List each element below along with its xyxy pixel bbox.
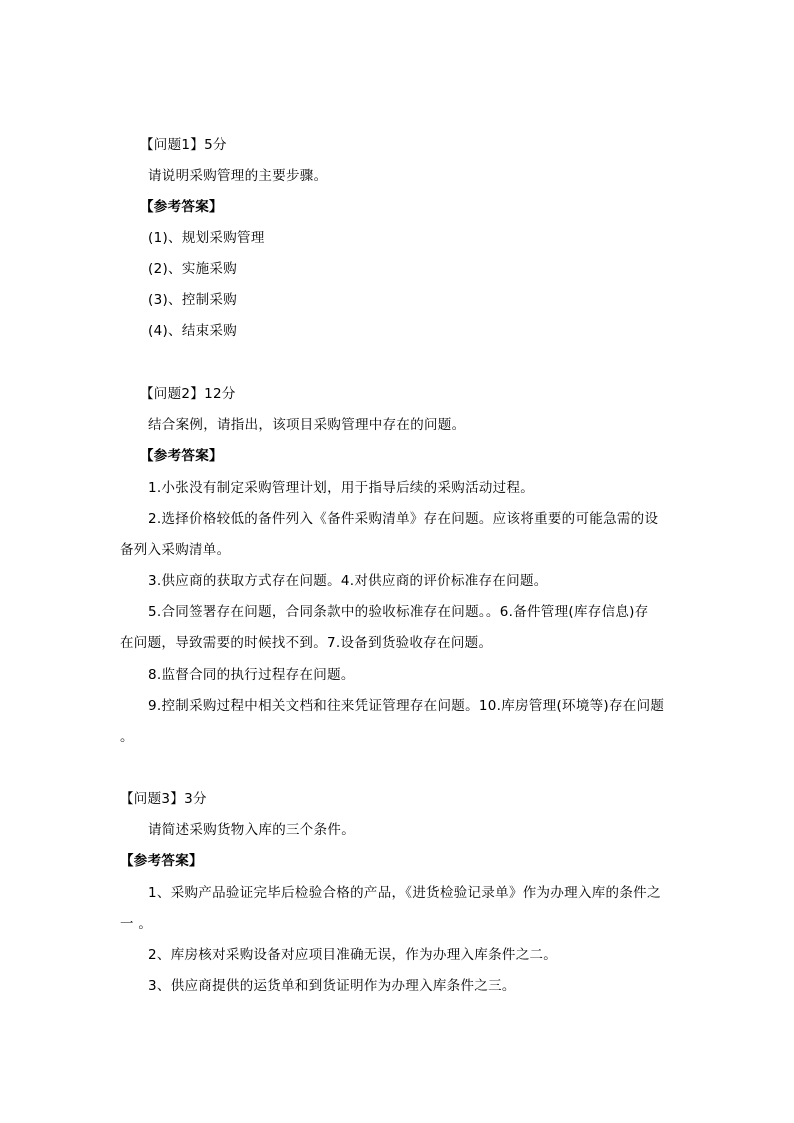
- q2-answer-line: 2.选择价格较低的备件列入《备件采购清单》存在问题。应该将重要的可能急需的设: [148, 511, 659, 527]
- q2-answer-line: 3.供应商的获取方式存在问题。4.对供应商的评价标准存在问题。: [148, 573, 548, 589]
- q3-question: 请简述采购货物入库的三个条件。: [148, 822, 355, 838]
- q2-question: 结合案例，请指出，该项目采购管理中存在的问题。: [148, 417, 466, 433]
- q3-answer-line: 一 。: [120, 916, 153, 932]
- q3-answer-label: 【参考答案】: [120, 853, 203, 869]
- q2-answer-line: 在问题，导致需要的时候找不到。7.设备到货验收存在问题。: [120, 635, 493, 651]
- q2-heading: 【问题2】12分: [140, 386, 236, 402]
- q3-answer-line: 2、库房核对采购设备对应项目准确无误，作为办理入库条件之二。: [148, 947, 558, 963]
- q1-answer-item: (4)、结束采购: [148, 323, 238, 339]
- q3-answer-line: 1、采购产品验证完毕后检验合格的产品，《进货检验记录单》作为办理入库的条件之: [148, 885, 661, 901]
- q3-heading: 【问题3】3分: [120, 791, 207, 807]
- q1-answer-item: (2)、实施采购: [148, 261, 238, 277]
- q2-answer-line: 备列入采购清单。: [120, 542, 231, 558]
- q3-answer-line: 3、供应商提供的运货单和到货证明作为办理入库条件之三。: [148, 978, 516, 994]
- q2-answer-line: 5.合同签署存在问题，合同条款中的验收标准存在问题。。6.备件管理(库存信息)存: [148, 604, 649, 620]
- q1-heading: 【问题1】5分: [140, 137, 227, 153]
- q1-answer-label: 【参考答案】: [140, 199, 223, 215]
- q2-answer-line: 8.监督合同的执行过程存在问题。: [148, 667, 355, 683]
- q1-answer-item: (3)、控制采购: [148, 292, 238, 308]
- q1-question: 请说明采购管理的主要步骤。: [148, 168, 328, 184]
- q2-answer-line: 9.控制采购过程中相关文档和往来凭证管理存在问题。10.库房管理(环境等)存在问题: [148, 698, 665, 714]
- q2-answer-label: 【参考答案】: [140, 448, 223, 464]
- q2-answer-line: 1.小张没有制定采购管理计划，用于指导后续的采购活动过程。: [148, 480, 535, 496]
- q2-answer-line: 。: [120, 729, 134, 745]
- q1-answer-item: (1)、规划采购管理: [148, 230, 265, 246]
